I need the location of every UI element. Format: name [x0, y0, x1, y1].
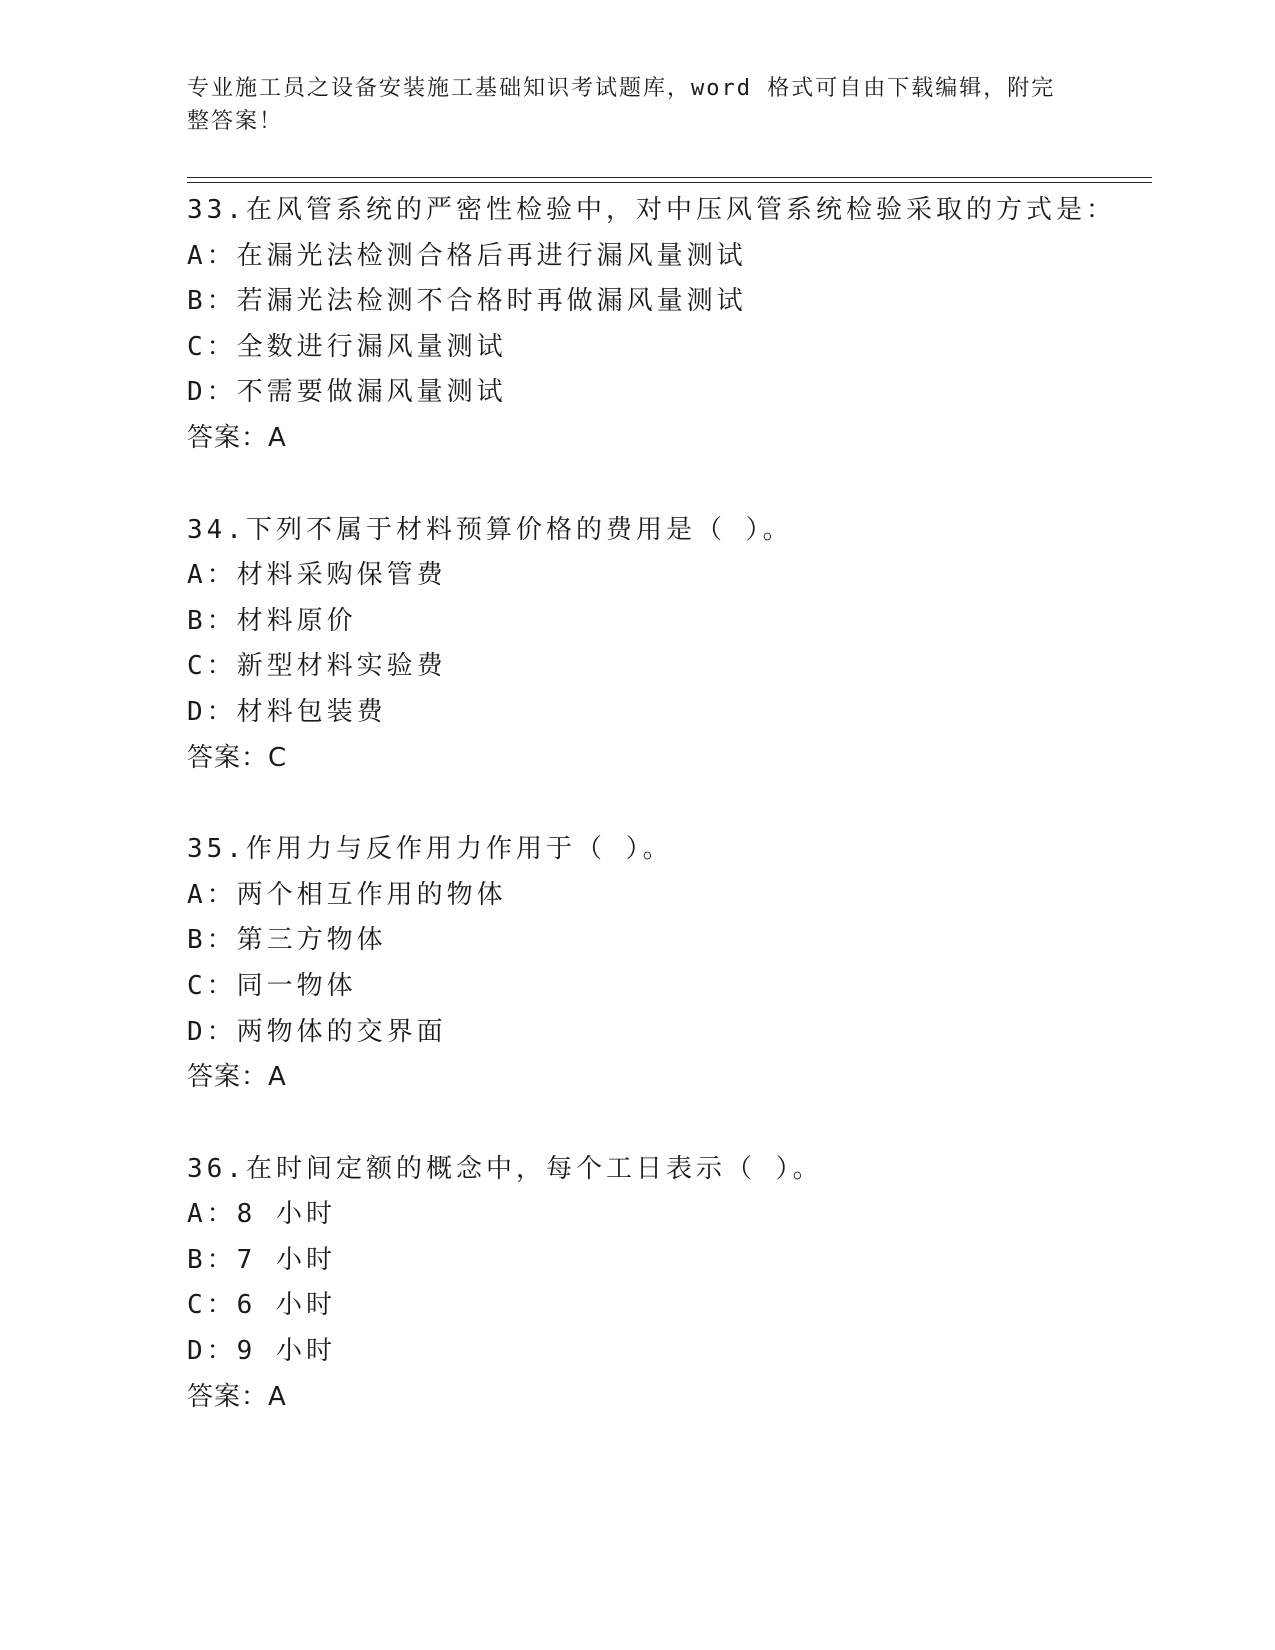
option-d: D：不需要做漏风量测试 — [187, 377, 507, 408]
option-b: B：材料原价 — [187, 605, 357, 636]
option-d: D：9 小时 — [187, 1336, 336, 1367]
option-a: A：材料采购保管费 — [187, 560, 447, 591]
question-stem: 35.作用力与反作用力作用于（ ）。 — [187, 834, 673, 865]
option-b: B：第三方物体 — [187, 925, 387, 956]
question-stem: 34.下列不属于材料预算价格的费用是（ ）。 — [187, 514, 793, 545]
question-34 — [187, 508, 1147, 782]
option-d: D：材料包装费 — [187, 696, 387, 727]
answer: 答案：A — [187, 1381, 287, 1412]
option-a: A：在漏光法检测合格后再进行漏风量测试 — [187, 240, 747, 271]
answer: 答案：A — [187, 422, 287, 453]
header-divider-top — [187, 177, 1152, 178]
answer: 答案：C — [187, 742, 288, 773]
option-a: A：8 小时 — [187, 1199, 336, 1230]
option-c: C：同一物体 — [187, 970, 357, 1001]
question-list — [187, 188, 1147, 1466]
option-a: A：两个相互作用的物体 — [187, 879, 507, 910]
question-stem: 33.在风管系统的严密性检验中，对中压风管系统检验采取的方式是： — [187, 195, 1116, 225]
header-divider-bottom — [187, 182, 1152, 183]
document-intro: 专业施工员之设备安装施工基础知识考试题库，word 格式可自由下载编辑，附完整答案！ — [187, 76, 1056, 134]
question-36 — [187, 1147, 1147, 1421]
question-35 — [187, 827, 1147, 1101]
option-d: D：两物体的交界面 — [187, 1016, 447, 1047]
option-c: C：新型材料实验费 — [187, 651, 447, 682]
question-stem: 36.在时间定额的概念中，每个工日表示（ ）。 — [187, 1153, 823, 1184]
answer: 答案：A — [187, 1062, 287, 1093]
option-c: C：全数进行漏风量测试 — [187, 331, 507, 362]
option-b: B：若漏光法检测不合格时再做漏风量测试 — [187, 286, 747, 317]
question-33 — [187, 188, 1147, 462]
option-b: B：7 小时 — [187, 1244, 336, 1275]
option-c: C：6 小时 — [187, 1290, 336, 1321]
